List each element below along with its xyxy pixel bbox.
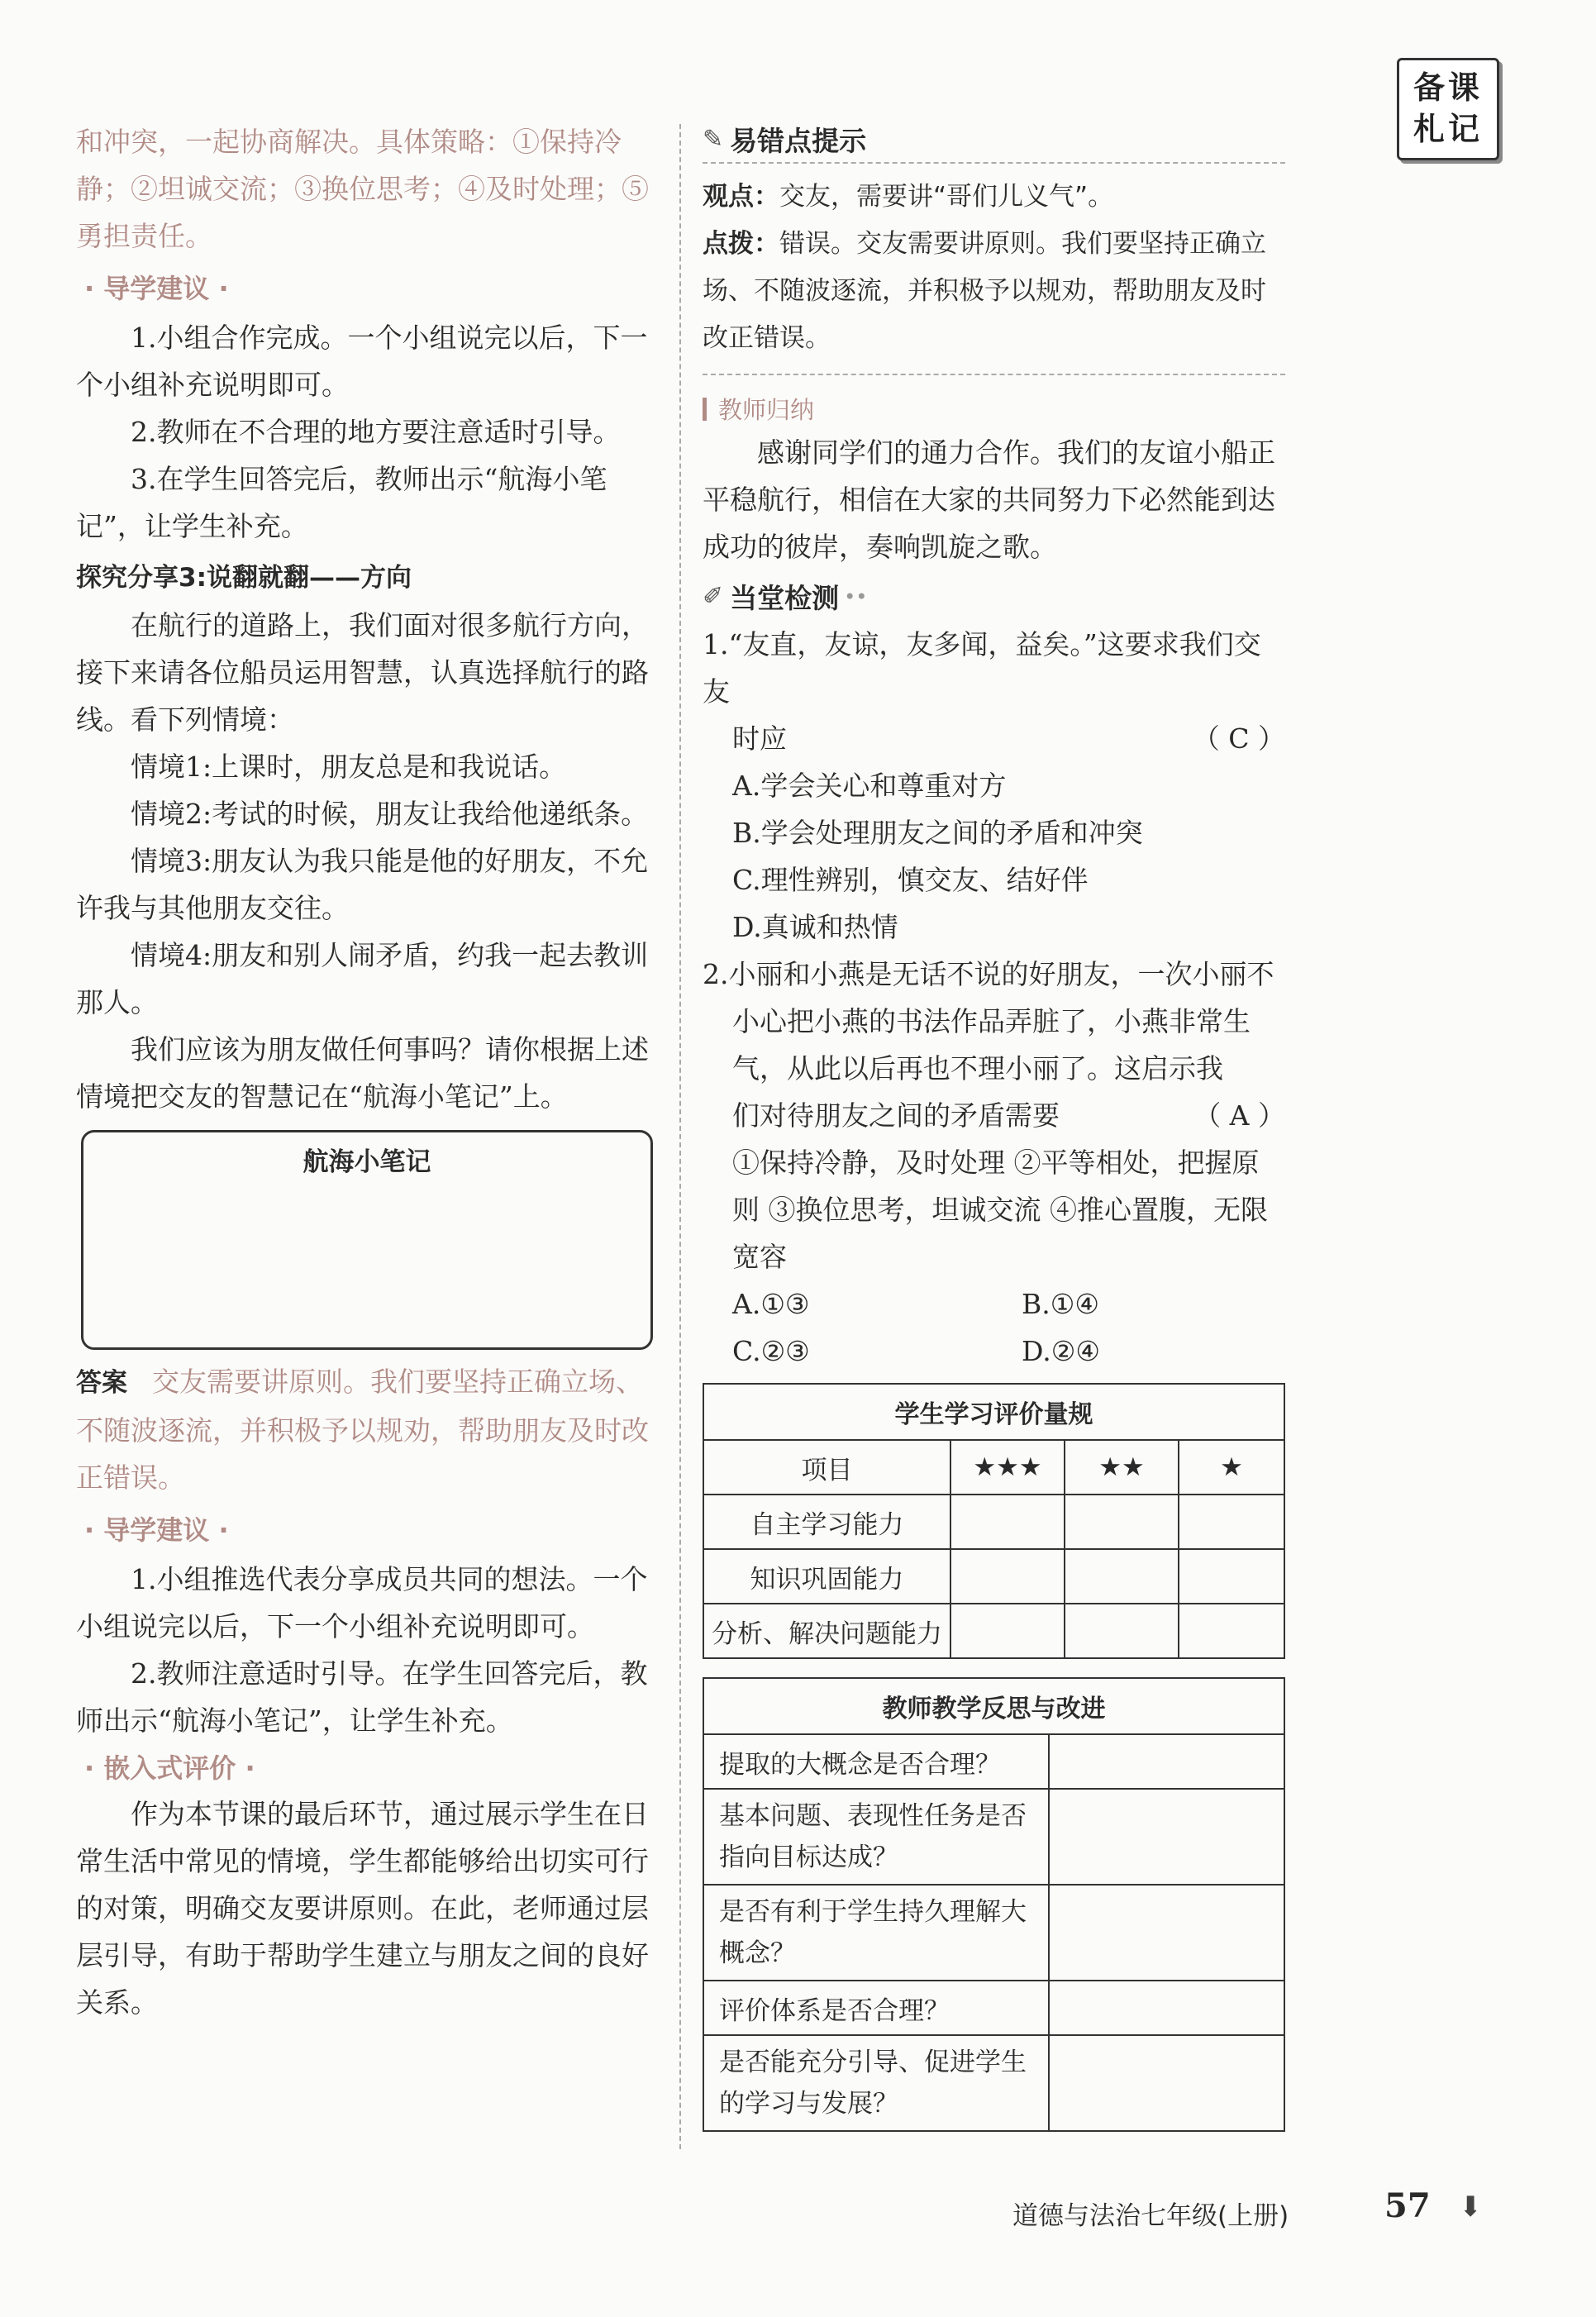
eval-row-label: 知识巩固能力 [703,1549,950,1604]
q1-answer: （ C ） [1192,722,1285,755]
scenario-4: 情境4:朋友和别人闹矛盾，约我一起去教训那人。 [76,939,649,1018]
q2-answer: （ A ） [1193,1099,1285,1132]
eval-row-label: 分析、解决问题能力 [703,1604,950,1658]
reflect-table-title: 教师教学反思与改进 [703,1678,1284,1734]
eval-header-2star: ★★ [1065,1440,1179,1495]
q1-stem-b: 时应 [732,722,787,755]
notebook-box [81,1130,653,1350]
comment-label: 点拨： [703,229,779,259]
q1-option-d: D.真诚和热情 [732,911,898,943]
q2-option-d: D.②④ [1022,1335,1100,1367]
answer-text: 交友需要讲原则。我们要坚持正确立场、不随波逐流，并积极予以规劝，帮助朋友及时改正错误。 [76,1366,649,1494]
reflect-cell[interactable] [1049,1981,1284,2035]
q2-options-row-1 [703,1280,1285,1328]
corner-badge [1397,58,1499,160]
eval-cell[interactable] [1179,1495,1284,1549]
eval-table [703,1383,1285,1659]
q1-stem-a: 1.“友直，友谅，友多闻，益矣。”这要求我们交友 [703,628,1261,708]
test-title: 当堂检测 [730,582,840,614]
guide2-item-2: 2.教师注意适时引导。在学生回答完后，教师出示“航海小笔记”，让学生补充。 [76,1657,648,1737]
q2-options-row-2 [703,1328,1285,1375]
reflect-table [703,1677,1285,2132]
q1-stem-row [703,715,1285,762]
column-divider [679,124,681,2149]
q2-option-b: B.①④ [1022,1288,1099,1320]
check-pencil-icon: ✐ [703,582,724,611]
reflect-row-label: 提取的大概念是否合理？ [703,1734,1049,1789]
reflect-cell[interactable] [1049,1885,1284,1981]
reflect-row-label: 基本问题、表现性任务是否指向目标达成？ [703,1789,1049,1885]
eval-cell[interactable] [1065,1549,1179,1604]
footer-arrow-icon: ⬇ [1459,2191,1483,2224]
explore-intro: 在航行的道路上，我们面对很多航行方向，接下来请各位船员运用智慧，认真选择航行的路线。看下列情境： [76,609,649,736]
explore-title: 探究分享3:说翻就翻——方向 [76,563,412,593]
q2-stem-a: 2.小丽和小燕是无话不说的好朋友，一次小丽不小心把小燕的书法作品弄脏了，小燕非常生气，从此以后再也不理小丽了。这启示我 [703,958,1274,1085]
scenario-2: 情境2:考试的时候，朋友让我给他递纸条。 [131,798,649,830]
teacher-summary-text: 感谢同学们的通力合作。我们的友谊小船正平稳航行，相信在大家的共同努力下必然能到达成功的彼岸，奏响凯旋之歌。 [703,436,1275,563]
guide1-item-3: 3.在学生回答完后，教师出示“航海小笔记”，让学生补充。 [76,463,607,542]
answer-block [76,1358,655,1501]
teacher-summary-header [703,392,1285,426]
guide1-item-1: 1.小组合作完成。一个小组说完以后，下一个小组补充说明即可。 [76,322,648,401]
guide2-item-1: 1.小组推选代表分享成员共同的想法。一个小组说完以后，下一个小组补充说明即可。 [76,1563,648,1642]
eval-header-3star: ★★★ [950,1440,1065,1495]
guide1-item-2: 2.教师在不合理的地方要注意适时引导。 [131,416,621,448]
q2-stem-b: 们对待朋友之间的矛盾需要 [732,1099,1060,1132]
q2-option-c: C.②③ [732,1335,810,1367]
q2-items: ①保持冷静，及时处理 ②平等相处，把握原则 ③换位思考，坦诚交流 ④推心置腹，无限宽容 [732,1147,1268,1273]
answer-label: 答案 [76,1368,127,1398]
notebook-title: 航海小笔记 [303,1147,431,1177]
comment-text: 错误。交友需要讲原则。我们要坚持正确立场、不随波逐流，并积极予以规劝，帮助朋友及时改正错误。 [703,229,1266,353]
scenario-1: 情境1:上课时，朋友总是和我说话。 [131,751,567,783]
badge-text: 备课札记 [1413,69,1483,147]
q2-stem-row [703,1092,1285,1139]
reflect-cell[interactable] [1049,1734,1284,1789]
footer-book-title: 道德与法治七年级(上册) [1012,2201,1289,2231]
embed-eval-label: · 嵌入式评价 · [84,1752,255,1784]
eval-cell[interactable] [950,1604,1065,1658]
mistake-title: 易错点提示 [730,125,867,157]
eval-table-title: 学生学习评价量规 [703,1384,1284,1440]
reflect-row-label: 是否能充分引导、促进学生的学习与发展？ [703,2035,1049,2131]
reflect-cell[interactable] [1049,1789,1284,1885]
embed-eval-text: 作为本节课的最后环节，通过展示学生在日常生活中常见的情境，学生都能够给出切实可行的对策，明确交友要讲原则。在此，老师通过层层引导，有助于帮助学生建立与朋友之间的良好关系。 [76,1798,649,2019]
eval-cell[interactable] [1179,1549,1284,1604]
guide-label-1: · 导学建议 · [84,273,229,304]
intro-strategy: 和冲突，一起协商解决。具体策略：①保持冷静；②坦诚交流；③换位思考；④及时处理；⑤勇担责任。 [76,126,649,252]
q1-option-c: C.理性辨别，慎交友、结好伴 [732,864,1089,896]
reflect-cell[interactable] [1049,2035,1284,2131]
eval-cell[interactable] [1065,1495,1179,1549]
view-line [703,174,1285,221]
q1-option-a: A.学会关心和尊重对方 [732,770,1007,802]
view-text: 交友，需要讲“哥们儿义气”。 [779,182,1114,212]
pencil-icon: ✎ [703,125,724,154]
eval-row-label: 自主学习能力 [703,1495,950,1549]
mistake-header [703,120,1285,164]
mistake-bottom-rule [703,374,1285,375]
view-label: 观点： [703,182,779,212]
eval-cell[interactable] [1065,1604,1179,1658]
page-number: 57 [1384,2186,1431,2225]
reflect-row-label: 评价体系是否合理？ [703,1981,1049,2035]
bar-icon [703,398,707,421]
eval-cell[interactable] [1179,1604,1284,1658]
dots-icon: •• [844,584,868,608]
q2-option-a: A.①③ [732,1288,810,1320]
teacher-summary-label: 教师归纳 [718,396,815,424]
reflect-row-label: 是否有利于学生持久理解大概念？ [703,1885,1049,1981]
eval-header-1star: ★ [1179,1440,1284,1495]
q1-option-b: B.学会处理朋友之间的矛盾和冲突 [732,817,1143,849]
explore-question: 我们应该为朋友做任何事吗？请你根据上述情境把交友的智慧记在“航海小笔记”上。 [76,1033,649,1113]
test-header [703,577,1285,616]
eval-cell[interactable] [950,1549,1065,1604]
left-column [76,118,655,2026]
right-column [703,120,1285,2132]
eval-header-item: 项目 [703,1440,950,1495]
eval-cell[interactable] [950,1495,1065,1549]
scenario-3: 情境3:朋友认为我只能是他的好朋友，不允许我与其他朋友交往。 [76,845,649,924]
guide-label-2: · 导学建议 · [84,1514,229,1546]
comment-line [703,221,1285,362]
